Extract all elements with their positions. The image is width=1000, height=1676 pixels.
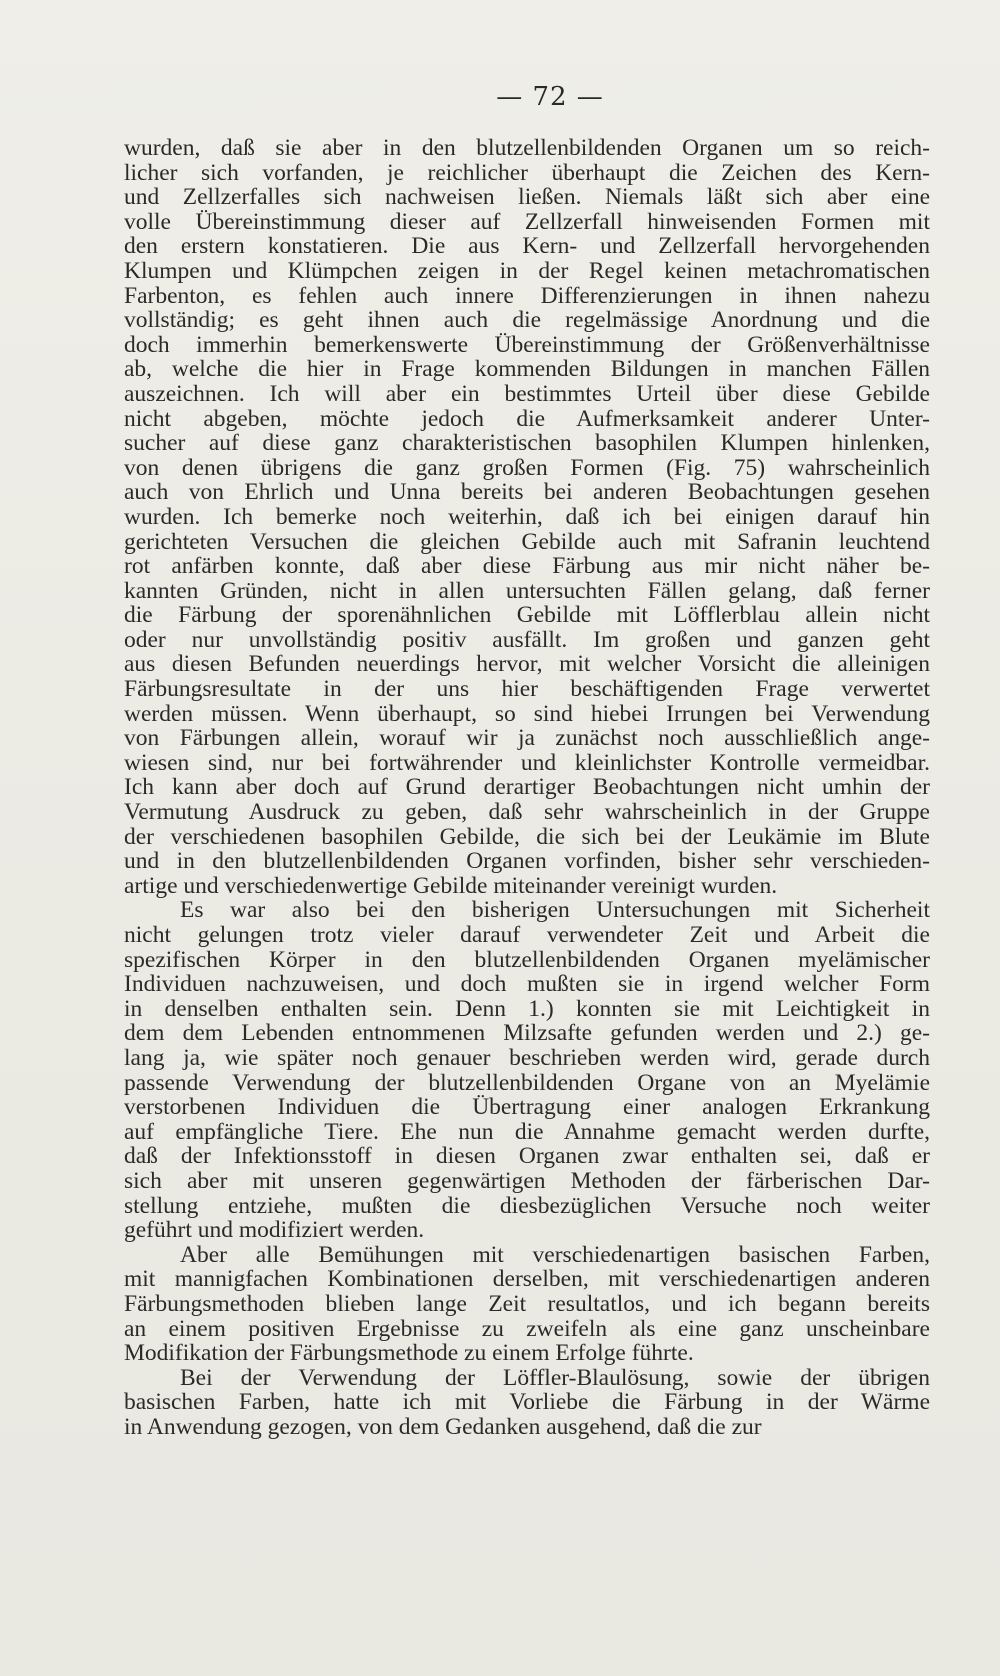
text-line: und Zellzerfalles sich nachweisen ließen. Niemals läßt sich aber eine: [124, 184, 930, 211]
text-line: geführt und modifiziert werden.: [124, 1217, 425, 1244]
text-line: Farbenton, es fehlen auch innere Differenzierungen in ihnen nahezu: [124, 282, 930, 309]
text-line: an einem positiven Ergebnisse zu zweifeln als eine ganz unscheinbare: [124, 1315, 930, 1342]
text-line: wurden, daß sie aber in den blutzellenbildenden Organen um so reich-: [124, 135, 930, 161]
text-line: artige und verschiedenwertige Gebilde miteinander vereinigt wurden.: [124, 872, 778, 899]
text-line: sich aber mit unseren gegenwärtigen Methoden der färberischen Dar-: [124, 1167, 930, 1194]
text-line: stellung entziehe, mußten die diesbezüglichen Versuche noch weiter: [124, 1192, 930, 1219]
paragraph: [124, 898, 930, 1242]
text-line: Bei der Verwendung der Löffler-Blaulösung, sowie der übrigen: [180, 1364, 930, 1391]
paragraph: [124, 1366, 930, 1440]
text-line: aus diesen Befunden neuerdings hervor, mit welcher Vorsicht die alleinigen: [124, 651, 930, 678]
text-line: wurden. Ich bemerke noch weiterhin, daß ich bei einigen darauf hin: [124, 503, 930, 530]
text-line: Färbungsresultate in der uns hier beschäftigenden Frage verwertet: [124, 676, 930, 703]
text-line: doch immerhin bemerkenswerte Übereinstimmung der Größenverhältnisse: [124, 331, 930, 358]
text-line: auszeichnen. Ich will aber ein bestimmtes Urteil über diese Gebilde: [124, 380, 930, 407]
text-line: Klumpen und Klümpchen zeigen in der Regel keinen metachromatischen: [124, 257, 930, 284]
text-line: Färbungsmethoden blieben lange Zeit resultatlos, und ich begann bereits: [124, 1290, 930, 1317]
text-line: wiesen sind, nur bei fortwährender und kleinlichster Kontrolle vermeidbar.: [124, 749, 930, 776]
text-line: passende Verwendung der blutzellenbildenden Organe von an Myelämie: [124, 1069, 930, 1096]
text-line: sucher auf diese ganz charakteristischen basophilen Klumpen hinlenken,: [124, 430, 930, 457]
text-line: auf empfängliche Tiere. Ehe nun die Annahme gemacht werden durfte,: [124, 1118, 930, 1145]
text-line: Vermutung Ausdruck zu geben, daß sehr wahrscheinlich in der Gruppe: [124, 799, 930, 826]
paragraph: [124, 1243, 930, 1366]
text-line: und in den blutzellenbildenden Organen vorfinden, bisher sehr verschieden-: [124, 848, 930, 875]
text-line: Ich kann aber doch auf Grund derartiger Beobachtungen nicht umhin der: [124, 774, 930, 801]
text-line: die Färbung der sporenähnlichen Gebilde mit Löfflerblau allein nicht: [124, 602, 930, 629]
text-line: licher sich vorfanden, je reichlicher überhaupt die Zeichen des Kern-: [124, 159, 930, 186]
text-line: auch von Ehrlich und Unna bereits bei anderen Beobachtungen gesehen: [124, 479, 930, 506]
text-line: den erstern konstatieren. Die aus Kern- und Zellzerfall hervorgehenden: [124, 233, 930, 260]
text-line: basischen Farben, hatte ich mit Vorliebe die Färbung in der Wärme: [124, 1389, 930, 1416]
text-line: nicht gelungen trotz vieler darauf verwendeter Zeit und Arbeit die: [124, 922, 930, 948]
text-line: der verschiedenen basophilen Gebilde, die sich bei der Leukämie im Blute: [124, 823, 930, 850]
text-line: Es war also bei den bisherigen Untersuchungen mit Sicherheit: [180, 897, 930, 924]
text-line: gerichteten Versuchen die gleichen Gebilde auch mit Safranin leuchtend: [124, 528, 930, 555]
text-line: kannten Gründen, nicht in allen untersuchten Fällen gelang, daß ferner: [124, 577, 930, 604]
paragraph: [124, 136, 930, 898]
text-line: rot anfärben konnte, daß aber diese Färbung aus mir nicht näher be-: [124, 553, 930, 580]
text-line: in denselben enthalten sein. Denn 1.) konnten sie mit Leichtigkeit in: [124, 995, 930, 1022]
text-line: verstorbenen Individuen die Übertragung einer analogen Erkrankung: [124, 1094, 930, 1121]
text-line: nicht abgeben, möchte jedoch die Aufmerksamkeit anderer Unter-: [124, 405, 930, 432]
text-line: von denen übrigens die ganz großen Formen (Fig. 75) wahrscheinlich: [124, 454, 930, 481]
text-line: von Färbungen allein, worauf wir ja zunächst noch ausschließlich ange-: [124, 725, 930, 752]
body-text: [124, 136, 930, 1439]
text-line: dem dem Lebenden entnommenen Milzsafte gefunden werden und 2.) ge-: [124, 1020, 930, 1047]
text-line: in Anwendung gezogen, von dem Gedanken ausgehend, daß die zur: [124, 1413, 762, 1440]
text-line: lang ja, wie später noch genauer beschrieben werden wird, gerade durch: [124, 1044, 930, 1071]
text-line: oder nur unvollständig positiv ausfällt. Im großen und ganzen geht: [124, 626, 930, 653]
text-line: volle Übereinstimmung dieser auf Zellzerfall hinweisenden Formen mit: [124, 208, 930, 235]
text-line: mit mannigfachen Kombinationen derselben, mit verschiedenartigen anderen: [124, 1266, 930, 1293]
text-line: ab, welche die hier in Frage kommenden Bildungen in manchen Fällen: [124, 356, 930, 383]
text-line: werden müssen. Wenn überhaupt, so sind hiebei Irrungen bei Verwendung: [124, 700, 930, 727]
page-number: — 72 —: [496, 82, 604, 112]
text-line: vollständig; es geht ihnen auch die regelmässige Anordnung und die: [124, 307, 930, 334]
text-line: spezifischen Körper in den blutzellenbildenden Organen myelämischer: [124, 946, 930, 973]
text-line: Modifikation der Färbungsmethode zu einem Erfolge führte.: [124, 1340, 694, 1367]
text-line: daß der Infektionsstoff in diesen Organen zwar enthalten sei, daß er: [124, 1143, 930, 1170]
text-line: Individuen nachzuweisen, und doch mußten sie in irgend welcher Form: [124, 971, 930, 998]
text-line: Aber alle Bemühungen mit verschiedenartigen basischen Farben,: [180, 1241, 930, 1268]
